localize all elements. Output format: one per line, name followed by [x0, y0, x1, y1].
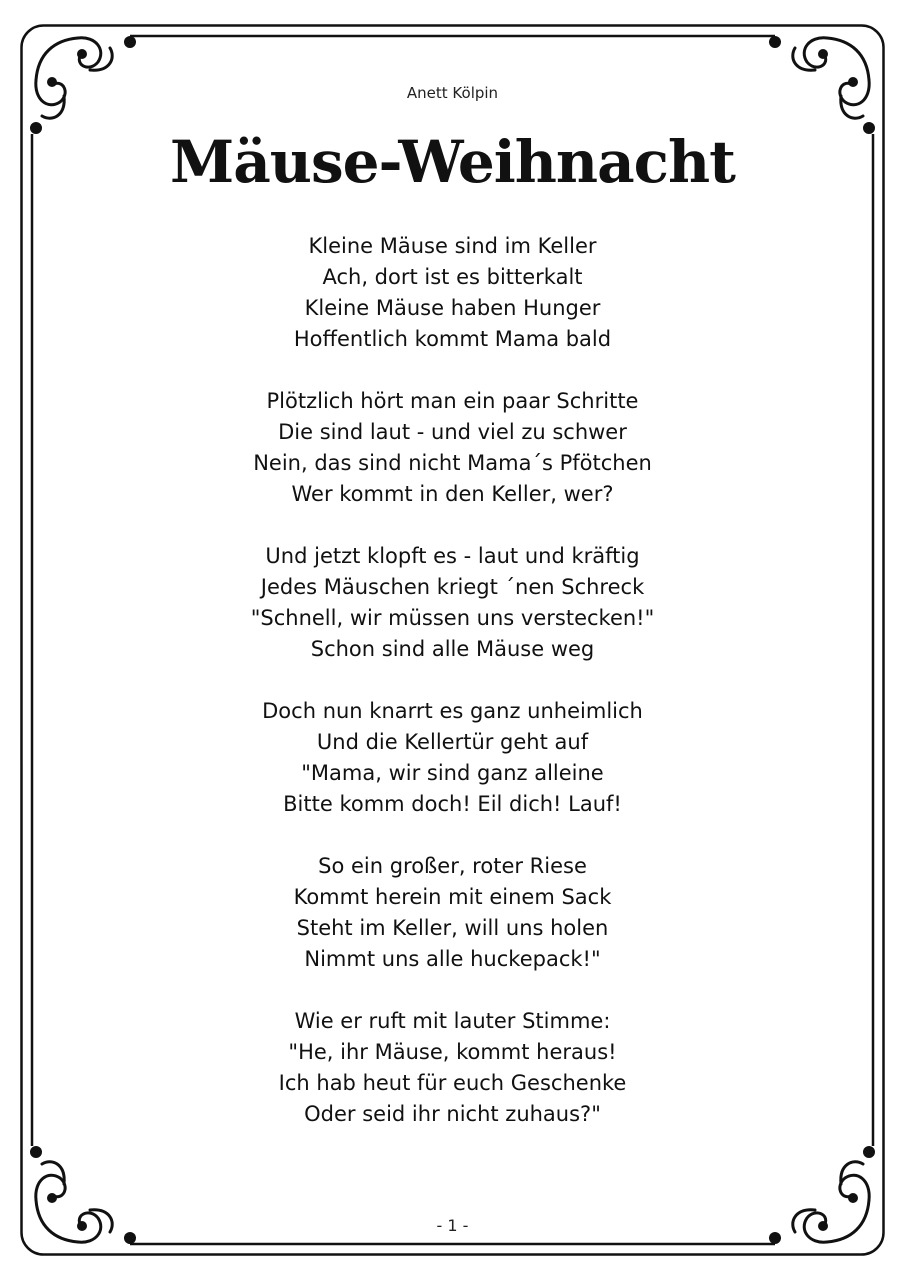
- poem-line: Bitte komm doch! Eil dich! Lauf!: [283, 792, 622, 816]
- poem-line: Schon sind alle Mäuse weg: [310, 637, 595, 661]
- poem-line: Kleine Mäuse haben Hunger: [304, 296, 601, 320]
- stanza: [0, 386, 905, 510]
- poem-line: "He, ihr Mäuse, kommt heraus!: [288, 1040, 617, 1064]
- poem-line: Plötzlich hört man ein paar Schritte: [266, 389, 639, 413]
- poem-line: Doch nun knarrt es ganz unheimlich: [262, 699, 643, 723]
- poem-line: Nein, das sind nicht Mama´s Pfötchen: [253, 451, 652, 475]
- poem-line: Und jetzt klopft es - laut und kräftig: [265, 544, 640, 568]
- poem-line: Steht im Keller, will uns holen: [296, 916, 609, 940]
- author-name: Anett Kölpin: [406, 84, 499, 102]
- poem-line: Hoffentlich kommt Mama bald: [293, 327, 612, 351]
- poem-line: Die sind laut - und viel zu schwer: [278, 420, 627, 444]
- poem-line: Kleine Mäuse sind im Keller: [308, 234, 597, 258]
- poem-title: Mäuse-Weihnacht: [170, 128, 735, 196]
- poem-line: So ein großer, roter Riese: [318, 854, 587, 878]
- poem-line: Wer kommt in den Keller, wer?: [291, 482, 614, 506]
- stanza: [0, 851, 905, 975]
- poem-line: Oder seid ihr nicht zuhaus?": [304, 1102, 601, 1126]
- poem-line: "Mama, wir sind ganz alleine: [301, 761, 604, 785]
- poem-line: Ich hab heut für euch Geschenke: [278, 1071, 627, 1095]
- poem-line: "Schnell, wir müssen uns verstecken!": [250, 606, 655, 630]
- stanza: [0, 696, 905, 820]
- poem-line: Und die Kellertür geht auf: [316, 730, 589, 754]
- poem-line: Ach, dort ist es bitterkalt: [322, 265, 583, 289]
- page-number: - 1 -: [436, 1216, 469, 1235]
- poem-line: Nimmt uns alle huckepack!": [304, 947, 601, 971]
- poem-line: Jedes Mäuschen kriegt ´nen Schreck: [260, 575, 645, 599]
- poem-body: [0, 231, 905, 1161]
- stanza: [0, 541, 905, 665]
- poem-line: Wie er ruft mit lauter Stimme:: [294, 1009, 611, 1033]
- stanza: [0, 231, 905, 355]
- stanza: [0, 1006, 905, 1130]
- poem-line: Kommt herein mit einem Sack: [293, 885, 612, 909]
